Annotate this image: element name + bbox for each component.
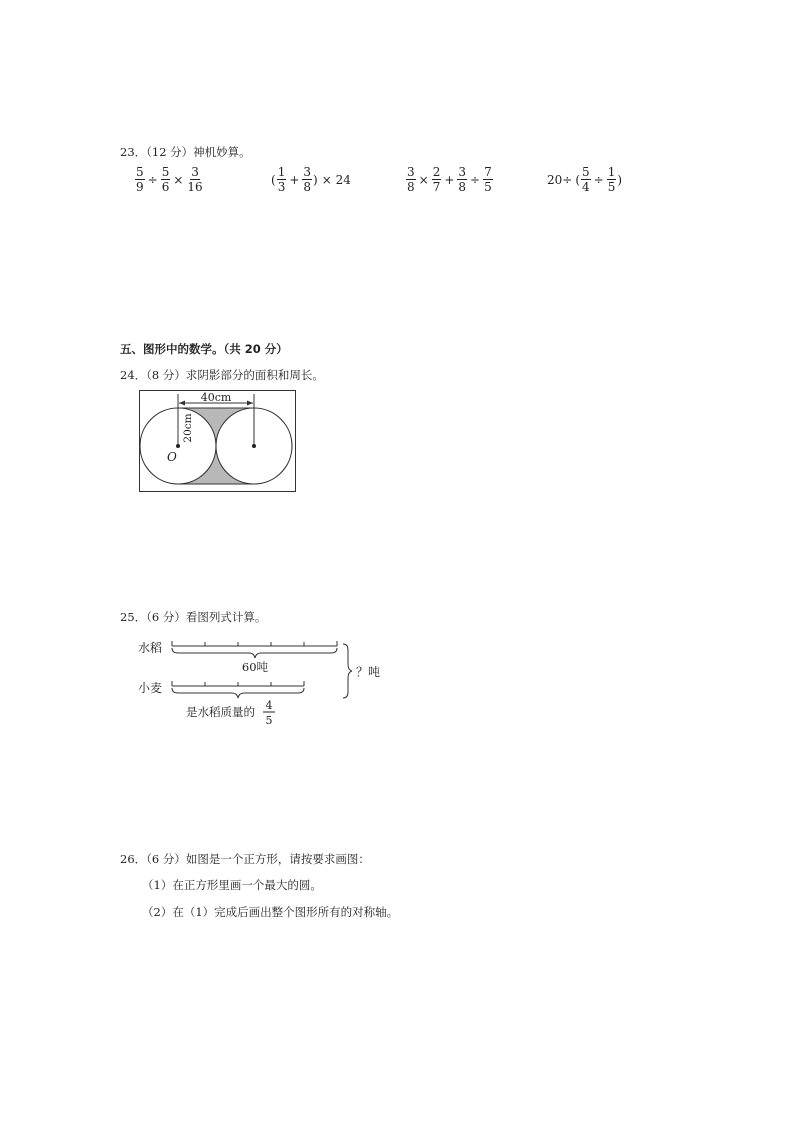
q23-header: 23．（12 分）神机妙算。 [120,145,251,159]
q23-expression-3: $\frac{3}{8}$ × $\frac{2}{7}$ + $\frac{3}{8}$ ÷ $\frac{7}{5}$ [407,165,492,194]
section-title: 五、图形中的数学。（共 20 分） [120,342,288,356]
fraction: $\frac{5}{9}$ [136,165,144,194]
fraction: $\frac{1}{5}$ [607,165,616,194]
q23-expression-2: ( $\frac{1}{3}$ + $\frac{3}{8}$ ) × 24 [271,165,351,194]
wheat-fraction-numerator: 4 [265,699,273,712]
fraction: $\frac{1}{3}$ [277,165,286,194]
wheat-note: 是水稻质量的 [186,705,255,719]
q24-header: 24．（8 分）求阴影部分的面积和周长。 [120,368,324,382]
fraction: $\frac{3}{16}$ [187,165,203,194]
fraction: $\frac{5}{4}$ [582,165,590,194]
q26-item-2: （2）在（1）完成后画出整个图形所有的对称轴。 [142,905,399,919]
rice-label: 水稻 [138,641,163,655]
total-brace [343,644,352,698]
question-label: ？吨 [356,665,381,679]
wheat-fraction-denominator: 5 [265,714,273,727]
fraction: $\frac{3}{8}$ [458,165,467,194]
fraction: $\frac{7}{5}$ [484,165,492,194]
q25-header: 25．（6 分）看图列式计算。 [120,610,267,624]
q23-expression-1: $\frac{5}{9}$ ÷ $\frac{5}{6}$ × $\frac{3}{16}$ [136,165,203,194]
shaded-region-figure [136,388,300,496]
q26-item-1: （1）在正方形里画一个最大的圆。 [142,878,322,892]
fraction: $\frac{2}{7}$ [432,165,441,194]
radius-label: 20cm [182,413,194,443]
q23-expression-4: 20÷ ( $\frac{5}{4}$ ÷ $\frac{1}{5}$ ) [547,165,623,194]
fraction: $\frac{5}{6}$ [161,165,170,194]
line-segment-figure [134,634,394,730]
wheat-brace [172,688,304,698]
fraction: $\frac{3}{8}$ [303,165,312,194]
fraction: $\frac{3}{8}$ [407,165,415,194]
center-label: O [167,450,177,464]
rice-total-label: 60吨 [241,660,269,674]
wheat-label: 小麦 [138,681,163,695]
rice-brace [172,648,337,658]
width-label: 40cm [200,391,232,404]
right-center-dot [252,444,256,448]
q26-header: 26．（6 分）如图是一个正方形，请按要求画图： [120,852,370,866]
left-center-dot [176,444,180,448]
